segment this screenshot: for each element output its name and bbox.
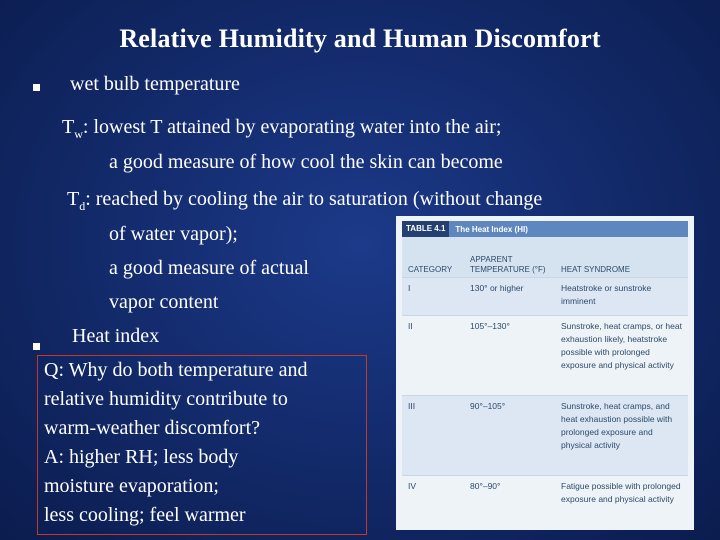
row-syndrome: Sunstroke, heat cramps, and heat exhaustion possible with prolonged exposure and physical activity (561, 401, 673, 450)
row-syndrome: Fatigue possible with prolonged exposure and physical activity (561, 481, 681, 504)
header-category: CATEGORY (408, 265, 453, 274)
row-category: III (408, 401, 416, 411)
td-symbol: T (67, 188, 80, 210)
bullet-icon (33, 343, 40, 350)
row-category: II (408, 321, 413, 331)
tw-definition-line1 (62, 116, 501, 142)
question-line1: Q: Why do both temperature and (44, 359, 308, 381)
table-number: TABLE 4.1 (402, 221, 449, 237)
tw-text: : lowest T attained by evaporating water into the air; (82, 116, 502, 138)
question-line3: warm-weather discomfort? (44, 417, 261, 439)
td-definition-line4: vapor content (109, 291, 219, 313)
answer-line2: moisture evaporation; (44, 475, 219, 497)
bullet-icon (33, 84, 40, 91)
row-category: I (408, 283, 411, 293)
bullet-wet-bulb: wet bulb temperature (70, 73, 240, 95)
td-definition-line3: a good measure of actual (109, 257, 309, 279)
td-subscript: d (79, 199, 86, 213)
question-line2: relative humidity contribute to (44, 388, 288, 410)
slide-title: Relative Humidity and Human Discomfort (119, 24, 601, 53)
td-text: : reached by cooling the air to saturation (without change (85, 188, 543, 210)
answer-line3: less cooling; feel warmer (44, 504, 246, 526)
table-row (402, 277, 688, 316)
table-header (402, 237, 688, 277)
row-temperature: 105°–130° (470, 321, 510, 331)
table-row (402, 395, 688, 476)
table-title-bar (402, 221, 688, 237)
row-temperature: 90°–105° (470, 401, 506, 411)
row-syndrome: Heatstroke or sunstroke imminent (561, 283, 652, 306)
answer-line1: A: higher RH; less body (44, 446, 239, 468)
tw-definition-line2: a good measure of how cool the skin can become (109, 151, 503, 173)
bullet-heat-index: Heat index (72, 325, 160, 347)
table-row (402, 475, 688, 531)
td-definition-line2: of water vapor); (109, 223, 238, 245)
row-category: IV (408, 481, 417, 491)
row-temperature: 80°–90° (470, 481, 501, 491)
tw-subscript: w (74, 127, 83, 141)
header-heat-syndrome: HEAT SYNDROME (561, 265, 631, 274)
td-definition-line1 (67, 188, 542, 214)
row-temperature: 130° or higher (470, 283, 524, 293)
heat-index-table (396, 216, 694, 530)
table-title: The Heat Index (HI) (455, 224, 528, 234)
row-syndrome: Sunstroke, heat cramps, or heat exhaustion likely, heatstroke possible with prolonged exposure and physical activity (561, 321, 682, 370)
header-apparent-temperature: APPARENT TEMPERATURE (°F) (470, 255, 546, 274)
tw-symbol: T (62, 116, 75, 138)
table-row (402, 315, 688, 396)
